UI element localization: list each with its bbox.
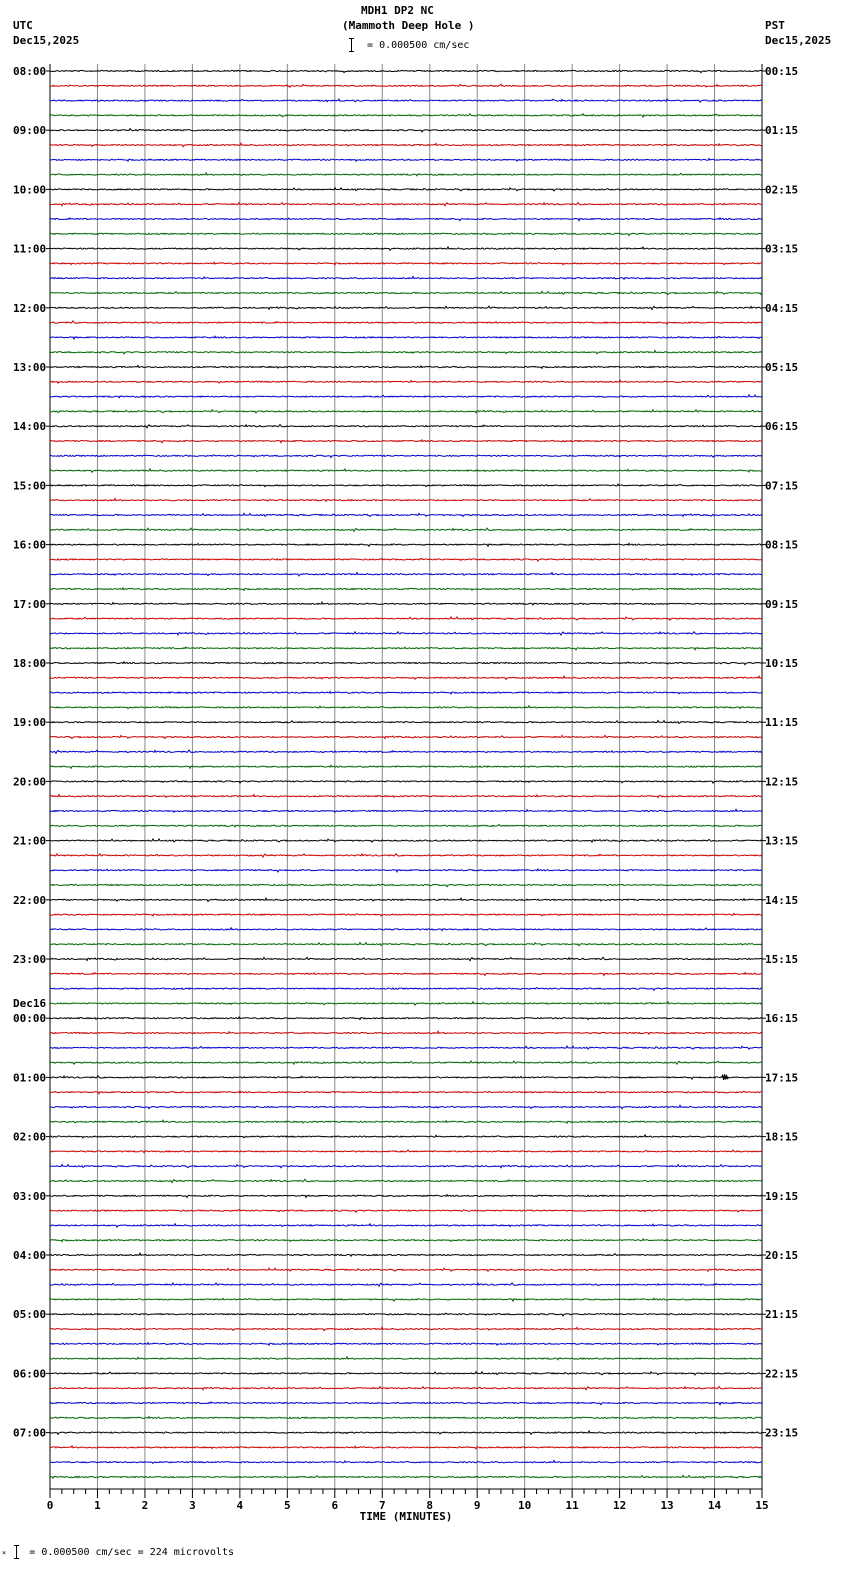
trace-48 <box>50 780 762 783</box>
trace-73 <box>50 1150 762 1153</box>
left-hour-label: 22:00 <box>13 893 47 907</box>
right-hour-label: 16:15 <box>765 1012 799 1026</box>
trace-61 <box>50 973 762 976</box>
trace-94 <box>50 1461 762 1464</box>
x-tick-label: 15 <box>755 1499 769 1512</box>
right-hour-label: 17:15 <box>765 1071 799 1085</box>
left-hour-label: 07:00 <box>13 1426 47 1440</box>
left-date: Dec15,2025 <box>13 34 80 47</box>
x-tick-label: 0 <box>46 1499 54 1512</box>
trace-69 <box>50 1091 762 1094</box>
trace-30 <box>50 513 762 516</box>
x-tick-label: 10 <box>518 1499 532 1512</box>
trace-33 <box>50 558 762 561</box>
right-hour-label: 00:15 <box>765 65 799 78</box>
trace-23 <box>50 410 762 413</box>
trace-19 <box>50 351 762 354</box>
footer-mark: × <box>2 1549 7 1557</box>
trace-72 <box>50 1135 762 1138</box>
x-tick-label: 5 <box>284 1499 291 1512</box>
trace-24 <box>50 425 762 428</box>
trace-75 <box>50 1179 762 1182</box>
right-hour-label: 01:15 <box>765 124 799 138</box>
right-hour-label: 15:15 <box>765 953 799 966</box>
trace-3 <box>50 114 762 117</box>
right-hour-label: 23:15 <box>765 1426 799 1440</box>
trace-67 <box>50 1061 762 1064</box>
trace-60 <box>50 957 762 960</box>
scale-text: = 0.000500 cm/sec <box>367 40 470 51</box>
trace-38 <box>50 632 762 635</box>
right-hour-label: 03:15 <box>765 242 799 256</box>
right-hour-label: 09:15 <box>765 597 799 611</box>
trace-44 <box>50 721 762 724</box>
left-hour-label: 00:00 <box>13 1012 47 1026</box>
site-title: (Mammoth Deep Hole ) <box>342 19 475 32</box>
trace-42 <box>50 691 762 694</box>
x-tick-label: 3 <box>189 1499 196 1512</box>
right-hour-label: 06:15 <box>765 420 799 434</box>
x-tick-label: 1 <box>94 1499 101 1512</box>
trace-89 <box>50 1387 762 1390</box>
x-tick-label: 12 <box>612 1499 627 1512</box>
trace-32 <box>50 543 762 546</box>
trace-16 <box>50 306 762 309</box>
trace-52 <box>50 839 762 842</box>
trace-91 <box>50 1417 762 1419</box>
left-hour-label: 14:00 <box>13 420 47 434</box>
footer-scale-text: = 0.000500 cm/sec = 224 microvolts <box>29 1547 234 1558</box>
trace-50 <box>50 809 762 812</box>
left-hour-label: 11:00 <box>13 242 47 256</box>
left-hour-label: 16:00 <box>13 538 47 552</box>
right-hour-label: 22:15 <box>765 1367 799 1381</box>
right-hour-label: 21:15 <box>765 1308 799 1322</box>
right-hour-label: 18:15 <box>765 1130 799 1144</box>
trace-85 <box>50 1327 762 1330</box>
left-hour-label: 09:00 <box>13 124 47 138</box>
trace-20 <box>50 365 762 368</box>
left-hour-label: 23:00 <box>13 953 47 966</box>
trace-47 <box>50 765 762 768</box>
trace-70 <box>50 1105 762 1108</box>
trace-80 <box>50 1253 762 1256</box>
trace-31 <box>50 528 762 531</box>
trace-49 <box>50 795 762 798</box>
trace-9 <box>50 203 762 206</box>
trace-25 <box>50 440 762 443</box>
trace-28 <box>50 484 762 487</box>
x-axis-label: TIME (MINUTES) <box>359 1510 453 1523</box>
trace-87 <box>50 1357 762 1360</box>
left-hour-label: 19:00 <box>13 716 47 730</box>
x-tick-label: 6 <box>331 1499 339 1512</box>
footer-scale-bar-icon <box>16 1545 21 1559</box>
trace-92 <box>50 1431 762 1434</box>
right-hour-label: 12:15 <box>765 775 799 789</box>
trace-84 <box>50 1313 762 1316</box>
x-tick-label: 8 <box>426 1499 434 1512</box>
trace-74 <box>50 1165 762 1168</box>
left-hour-label: 02:00 <box>13 1130 47 1144</box>
right-hour-label: 08:15 <box>765 538 799 552</box>
trace-62 <box>50 988 762 991</box>
trace-12 <box>50 247 762 250</box>
trace-68 <box>50 1076 762 1079</box>
trace-18 <box>50 336 762 339</box>
trace-34 <box>50 573 762 576</box>
right-hour-label: 02:15 <box>765 183 799 197</box>
trace-2 <box>50 99 762 102</box>
trace-1 <box>50 84 762 87</box>
trace-79 <box>50 1239 762 1242</box>
trace-64 <box>50 1017 762 1020</box>
event-mark-0 <box>722 1074 729 1080</box>
trace-22 <box>50 395 762 398</box>
right-hour-label: 07:15 <box>765 479 799 493</box>
trace-71 <box>50 1120 762 1123</box>
trace-53 <box>50 854 762 857</box>
right-hour-label: 20:15 <box>765 1249 799 1262</box>
right-hour-label: 10:15 <box>765 657 799 670</box>
trace-83 <box>50 1298 762 1301</box>
trace-27 <box>50 469 762 472</box>
left-hour-label: 17:00 <box>13 597 47 611</box>
trace-11 <box>50 233 762 236</box>
left-hour-label: 03:00 <box>13 1189 47 1203</box>
trace-41 <box>50 676 762 679</box>
trace-57 <box>50 913 762 916</box>
left-hour-label: 15:00 <box>13 479 47 493</box>
trace-5 <box>50 143 762 146</box>
trace-86 <box>50 1343 762 1346</box>
trace-6 <box>50 159 762 162</box>
trace-7 <box>50 173 762 176</box>
right-hour-label: 13:15 <box>765 834 799 848</box>
trace-66 <box>50 1046 762 1049</box>
trace-29 <box>50 499 762 502</box>
left-hour-label: 20:00 <box>13 775 47 789</box>
left-hour-label: 01:00 <box>13 1071 47 1085</box>
trace-78 <box>50 1224 762 1227</box>
trace-93 <box>50 1446 762 1449</box>
trace-77 <box>50 1210 762 1213</box>
x-tick-label: 13 <box>660 1499 674 1512</box>
trace-36 <box>50 602 762 605</box>
trace-13 <box>50 262 762 265</box>
left-hour-label: 06:00 <box>13 1367 47 1381</box>
left-hour-label: 05:00 <box>13 1308 47 1322</box>
right-hour-label: 05:15 <box>765 361 799 374</box>
trace-40 <box>50 662 762 665</box>
trace-81 <box>50 1268 762 1271</box>
x-tick-label: 4 <box>236 1499 244 1512</box>
x-tick-label: 11 <box>565 1499 579 1512</box>
left-timezone: UTC <box>13 19 33 32</box>
x-tick-label: 9 <box>473 1499 481 1512</box>
trace-0 <box>50 70 762 72</box>
trace-37 <box>50 617 762 620</box>
date-change-label: Dec16 <box>13 997 47 1011</box>
trace-88 <box>50 1372 762 1375</box>
left-hour-label: 10:00 <box>13 183 47 197</box>
trace-4 <box>50 129 762 132</box>
trace-76 <box>50 1195 762 1198</box>
trace-14 <box>50 277 762 280</box>
trace-58 <box>50 928 762 931</box>
left-hour-label: 21:00 <box>13 834 47 848</box>
footer-scale <box>2 1545 234 1559</box>
trace-56 <box>50 898 762 901</box>
trace-8 <box>50 188 762 191</box>
trace-95 <box>50 1475 762 1478</box>
trace-65 <box>50 1031 762 1034</box>
trace-10 <box>50 218 762 221</box>
left-hour-label: 13:00 <box>13 361 47 374</box>
right-timezone: PST <box>765 19 785 32</box>
trace-17 <box>50 321 762 324</box>
trace-51 <box>50 824 762 827</box>
trace-39 <box>50 647 762 650</box>
trace-63 <box>50 1002 762 1005</box>
trace-45 <box>50 735 762 738</box>
right-date: Dec15,2025 <box>765 34 832 47</box>
trace-35 <box>50 588 762 591</box>
trace-21 <box>50 380 762 383</box>
right-hour-label: 14:15 <box>765 893 799 907</box>
trace-59 <box>50 943 762 946</box>
right-hour-label: 19:15 <box>765 1189 799 1203</box>
left-hour-label: 18:00 <box>13 657 47 670</box>
x-tick-label: 7 <box>378 1499 386 1512</box>
trace-43 <box>50 706 762 709</box>
right-hour-label: 11:15 <box>765 716 799 730</box>
x-tick-label: 14 <box>707 1499 722 1512</box>
trace-46 <box>50 750 762 753</box>
x-tick-label: 2 <box>141 1499 149 1512</box>
right-hour-label: 04:15 <box>765 301 799 315</box>
left-hour-label: 04:00 <box>13 1249 47 1262</box>
station-title: MDH1 DP2 NC <box>361 4 434 17</box>
trace-55 <box>50 884 762 887</box>
left-hour-label: 12:00 <box>13 301 47 315</box>
trace-90 <box>50 1402 762 1405</box>
trace-54 <box>50 869 762 872</box>
trace-82 <box>50 1283 762 1286</box>
left-hour-label: 08:00 <box>13 65 47 78</box>
trace-15 <box>50 291 762 294</box>
trace-26 <box>50 455 762 458</box>
